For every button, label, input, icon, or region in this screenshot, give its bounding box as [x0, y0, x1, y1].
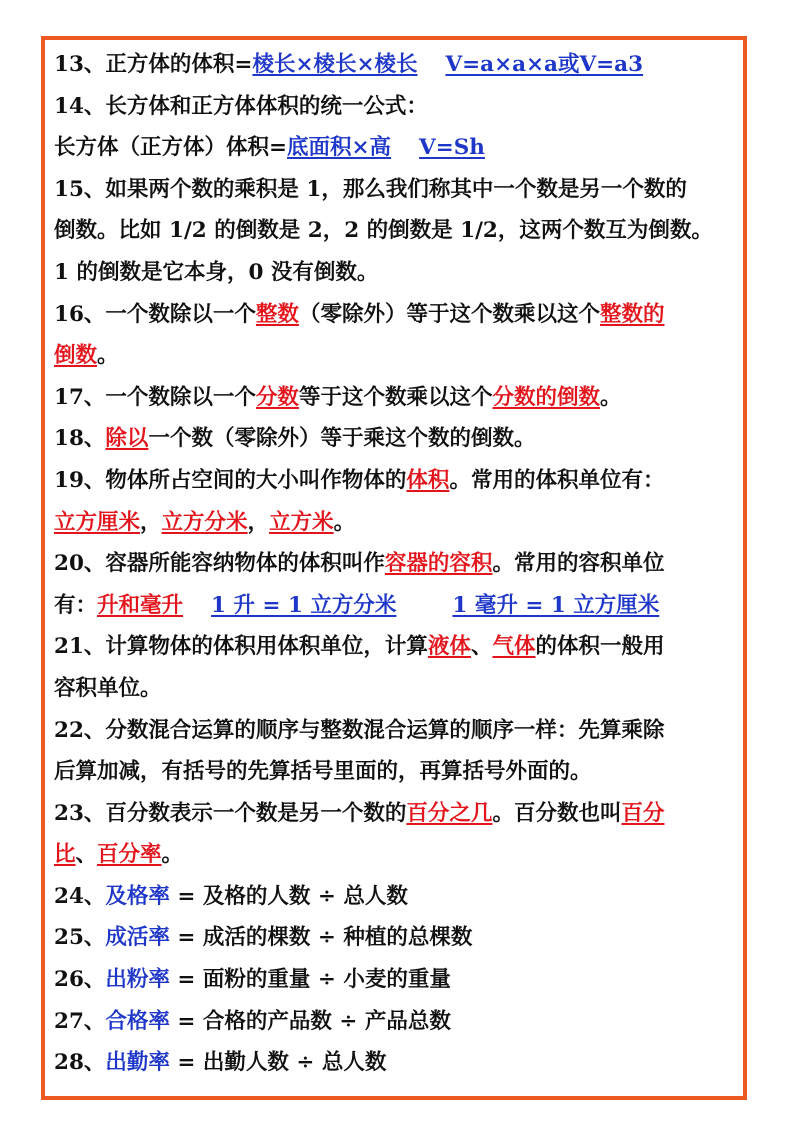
item-24: 24、及格率 = 及格的人数 ÷ 总人数 [54, 883, 408, 909]
item-20-line1: 20、容器所能容纳物体的体积叫作容器的容积。常用的容积单位 [54, 551, 665, 577]
item-13: 13、正方体的体积=棱长×棱长×棱长 V=a×a×a或V=a3 [54, 52, 644, 77]
item-22-line2: 后算加减，有括号的先算括号里面的，再算括号外面的。 [54, 759, 592, 785]
item-23-line2: 比、百分率。 [54, 842, 184, 868]
item-15-line1: 15、如果两个数的乘积是 1，那么我们称其中一个数是另一个数的 [54, 176, 687, 202]
item-21-line2: 容积单位。 [54, 675, 162, 701]
item-25: 25、成活率 = 成活的棵数 ÷ 种植的总棵数 [54, 925, 473, 951]
item-15-line3: 1 的倒数是它本身，0 没有倒数。 [54, 259, 379, 285]
item-19-line2: 立方厘米，立方分米，立方米。 [54, 509, 356, 535]
item-14-formula: 长方体（正方体）体积=底面积×高 V=Sh [54, 135, 485, 161]
item-16-line2: 倒数。 [54, 343, 119, 369]
item-20-line2: 有：升和毫升 1 升 = 1 立方分米 1 毫升 = 1 立方厘米 [54, 592, 660, 618]
item-15-line2: 倒数。比如 1/2 的倒数是 2，2 的倒数是 1/2，这两个数互为倒数。 [54, 218, 713, 244]
item-26: 26、出粉率 = 面粉的重量 ÷ 小麦的重量 [54, 967, 451, 993]
item-14: 14、长方体和正方体体积的统一公式： [54, 93, 428, 119]
item-19-line1: 19、物体所占空间的大小叫作物体的体积。常用的体积单位有： [54, 467, 665, 493]
item-28: 28、出勤率 = 出勤人数 ÷ 总人数 [54, 1050, 387, 1076]
item-22-line1: 22、分数混合运算的顺序与整数混合运算的顺序一样：先算乘除 [54, 717, 665, 743]
item-27: 27、合格率 = 合格的产品数 ÷ 产品总数 [54, 1008, 451, 1034]
item-16-line1: 16、一个数除以一个整数（零除外）等于这个数乘以这个整数的 [54, 301, 665, 327]
item-23-line1: 23、百分数表示一个数是另一个数的百分之几。百分数也叫百分 [54, 800, 665, 826]
math-notes [54, 44, 740, 1084]
item-18: 18、除以一个数（零除外）等于乘这个数的倒数。 [54, 426, 536, 452]
item-17: 17、一个数除以一个分数等于这个数乘以这个分数的倒数。 [54, 384, 622, 410]
item-21-line1: 21、计算物体的体积用体积单位，计算液体、气体的体积一般用 [54, 634, 665, 660]
